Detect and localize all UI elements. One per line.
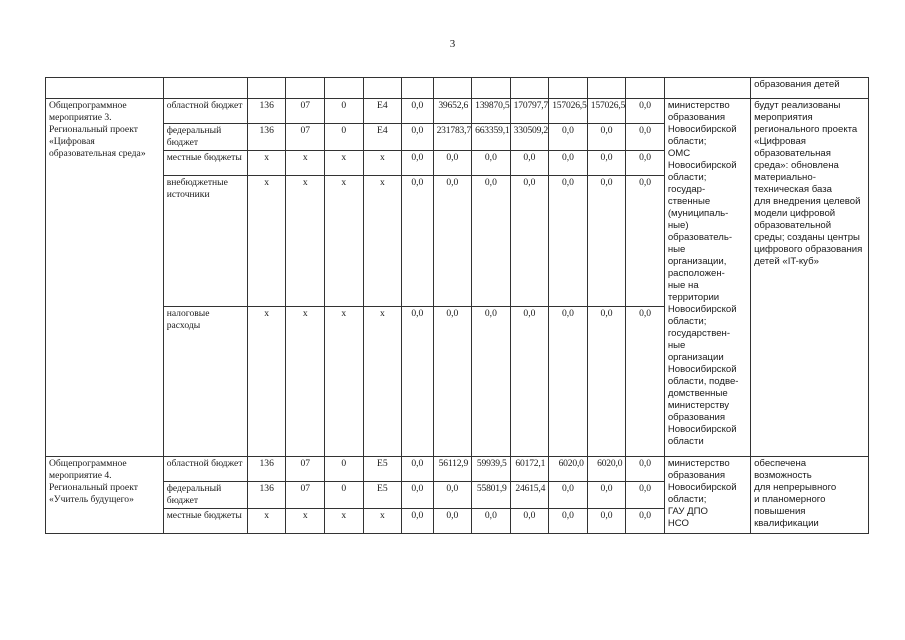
table-row: [46, 78, 869, 99]
value-cell: 0,0: [587, 509, 626, 534]
pr-cell: x: [325, 151, 364, 176]
rz-cell: x: [286, 176, 325, 307]
value-cell: 0,0: [510, 151, 549, 176]
value-cell: 0,0: [549, 176, 588, 307]
source-cell: областной бюджет: [163, 457, 247, 482]
cs-cell: E5: [363, 482, 402, 509]
value-cell: 0,0: [510, 307, 549, 457]
value-cell: 0,0: [402, 307, 433, 457]
pr-cell: 0: [325, 124, 364, 151]
value-cell: 663359,1: [472, 124, 511, 151]
pr-cell: x: [325, 307, 364, 457]
responsible-cell: министерство образования Новосибирской области; ГАУ ДПО НСО: [664, 457, 750, 534]
value-cell: 59939,5: [472, 457, 511, 482]
value-cell: 0,0: [510, 509, 549, 534]
rz-cell: 07: [286, 99, 325, 124]
value-cell: 0,0: [549, 482, 588, 509]
value-cell: 39652,6: [433, 99, 472, 124]
value-cell: 0,0: [626, 99, 665, 124]
value-cell: 157026,5: [587, 99, 626, 124]
event-name-cell: Общепрограммное мероприятие 3. Региональный проект «Цифровая образовательная среда»: [46, 99, 164, 457]
source-cell: налоговые расходы: [163, 307, 247, 457]
value-cell: 0,0: [472, 151, 511, 176]
value-cell: 0,0: [626, 457, 665, 482]
value-cell: 0,0: [549, 307, 588, 457]
value-cell: 0,0: [626, 482, 665, 509]
pr-cell: x: [325, 176, 364, 307]
value-cell: 0,0: [626, 124, 665, 151]
value-cell: 0,0: [402, 124, 433, 151]
value-cell: 0,0: [433, 151, 472, 176]
value-cell: 6020,0: [549, 457, 588, 482]
source-cell: федеральный бюджет: [163, 124, 247, 151]
source-cell: федеральный бюджет: [163, 482, 247, 509]
rz-cell: 07: [286, 482, 325, 509]
source-cell: местные бюджеты: [163, 151, 247, 176]
value-cell: 0,0: [626, 151, 665, 176]
rz-cell: x: [286, 307, 325, 457]
cs-cell: x: [363, 509, 402, 534]
cs-cell: x: [363, 151, 402, 176]
value-cell: 139870,5: [472, 99, 511, 124]
rz-cell: 07: [286, 457, 325, 482]
value-cell: 0,0: [587, 307, 626, 457]
grbs-cell: 136: [247, 482, 286, 509]
value-cell: 0,0: [510, 176, 549, 307]
grbs-cell: x: [247, 307, 286, 457]
value-cell: 0,0: [433, 307, 472, 457]
value-cell: 55801,9: [472, 482, 511, 509]
value-cell: 330509,2: [510, 124, 549, 151]
source-cell: местные бюджеты: [163, 509, 247, 534]
value-cell: 231783,7: [433, 124, 472, 151]
grbs-cell: x: [247, 176, 286, 307]
value-cell: 0,0: [402, 176, 433, 307]
value-cell: 0,0: [433, 482, 472, 509]
value-cell: 0,0: [549, 509, 588, 534]
source-cell: областной бюджет: [163, 99, 247, 124]
value-cell: 60172,1: [510, 457, 549, 482]
grbs-cell: x: [247, 509, 286, 534]
table-row: [46, 457, 869, 482]
grbs-cell: 136: [247, 124, 286, 151]
cs-cell: E4: [363, 99, 402, 124]
cs-cell: x: [363, 176, 402, 307]
cs-cell: E4: [363, 124, 402, 151]
value-cell: 56112,9: [433, 457, 472, 482]
value-cell: 0,0: [402, 457, 433, 482]
value-cell: 6020,0: [587, 457, 626, 482]
responsible-cell: министерство образования Новосибирской области; ОМС Новосибирской области; государ- ственные (муниципаль- ные) образователь- ные организации, расположен- ные на территории Новосибирской области; государствен- ные организации Новосибирской области, подве- домственные министерству образования Новосибирской области: [664, 99, 750, 457]
value-cell: 0,0: [402, 509, 433, 534]
value-cell: 0,0: [472, 176, 511, 307]
value-cell: 0,0: [402, 99, 433, 124]
pr-cell: 0: [325, 482, 364, 509]
value-cell: 0,0: [626, 509, 665, 534]
value-cell: 0,0: [587, 124, 626, 151]
value-cell: 0,0: [402, 151, 433, 176]
result-cell: обеспечена возможность для непрерывного и планомерного повышения квалификации: [751, 457, 869, 534]
pr-cell: 0: [325, 99, 364, 124]
value-cell: 0,0: [587, 482, 626, 509]
pr-cell: 0: [325, 457, 364, 482]
value-cell: 0,0: [433, 509, 472, 534]
rz-cell: 07: [286, 124, 325, 151]
result-cell: будут реализованы мероприятия регионального проекта «Цифровая образовательная среда»: обновлена материально- техническая база для внедрения целевой модели цифровой образовательной среды; созданы центры цифрового образования детей «IT-куб»: [751, 99, 869, 457]
value-cell: 0,0: [626, 176, 665, 307]
value-cell: 0,0: [626, 307, 665, 457]
cs-cell: x: [363, 307, 402, 457]
page-number: 3: [449, 38, 456, 50]
value-cell: 0,0: [472, 307, 511, 457]
grbs-cell: x: [247, 151, 286, 176]
result-cell: образования детей: [751, 78, 869, 99]
grbs-cell: 136: [247, 457, 286, 482]
value-cell: 0,0: [587, 176, 626, 307]
table-row: [46, 99, 869, 124]
grbs-cell: 136: [247, 99, 286, 124]
source-cell: внебюджетные источники: [163, 176, 247, 307]
rz-cell: x: [286, 509, 325, 534]
value-cell: 24615,4: [510, 482, 549, 509]
event-name-cell: Общепрограммное мероприятие 4. Региональный проект «Учитель будущего»: [46, 457, 164, 534]
value-cell: 157026,5: [549, 99, 588, 124]
rz-cell: x: [286, 151, 325, 176]
value-cell: 0,0: [433, 176, 472, 307]
value-cell: 170797,7: [510, 99, 549, 124]
cs-cell: E5: [363, 457, 402, 482]
budget-table: [45, 77, 869, 534]
value-cell: 0,0: [549, 124, 588, 151]
value-cell: 0,0: [472, 509, 511, 534]
value-cell: 0,0: [549, 151, 588, 176]
value-cell: 0,0: [587, 151, 626, 176]
pr-cell: x: [325, 509, 364, 534]
value-cell: 0,0: [402, 482, 433, 509]
